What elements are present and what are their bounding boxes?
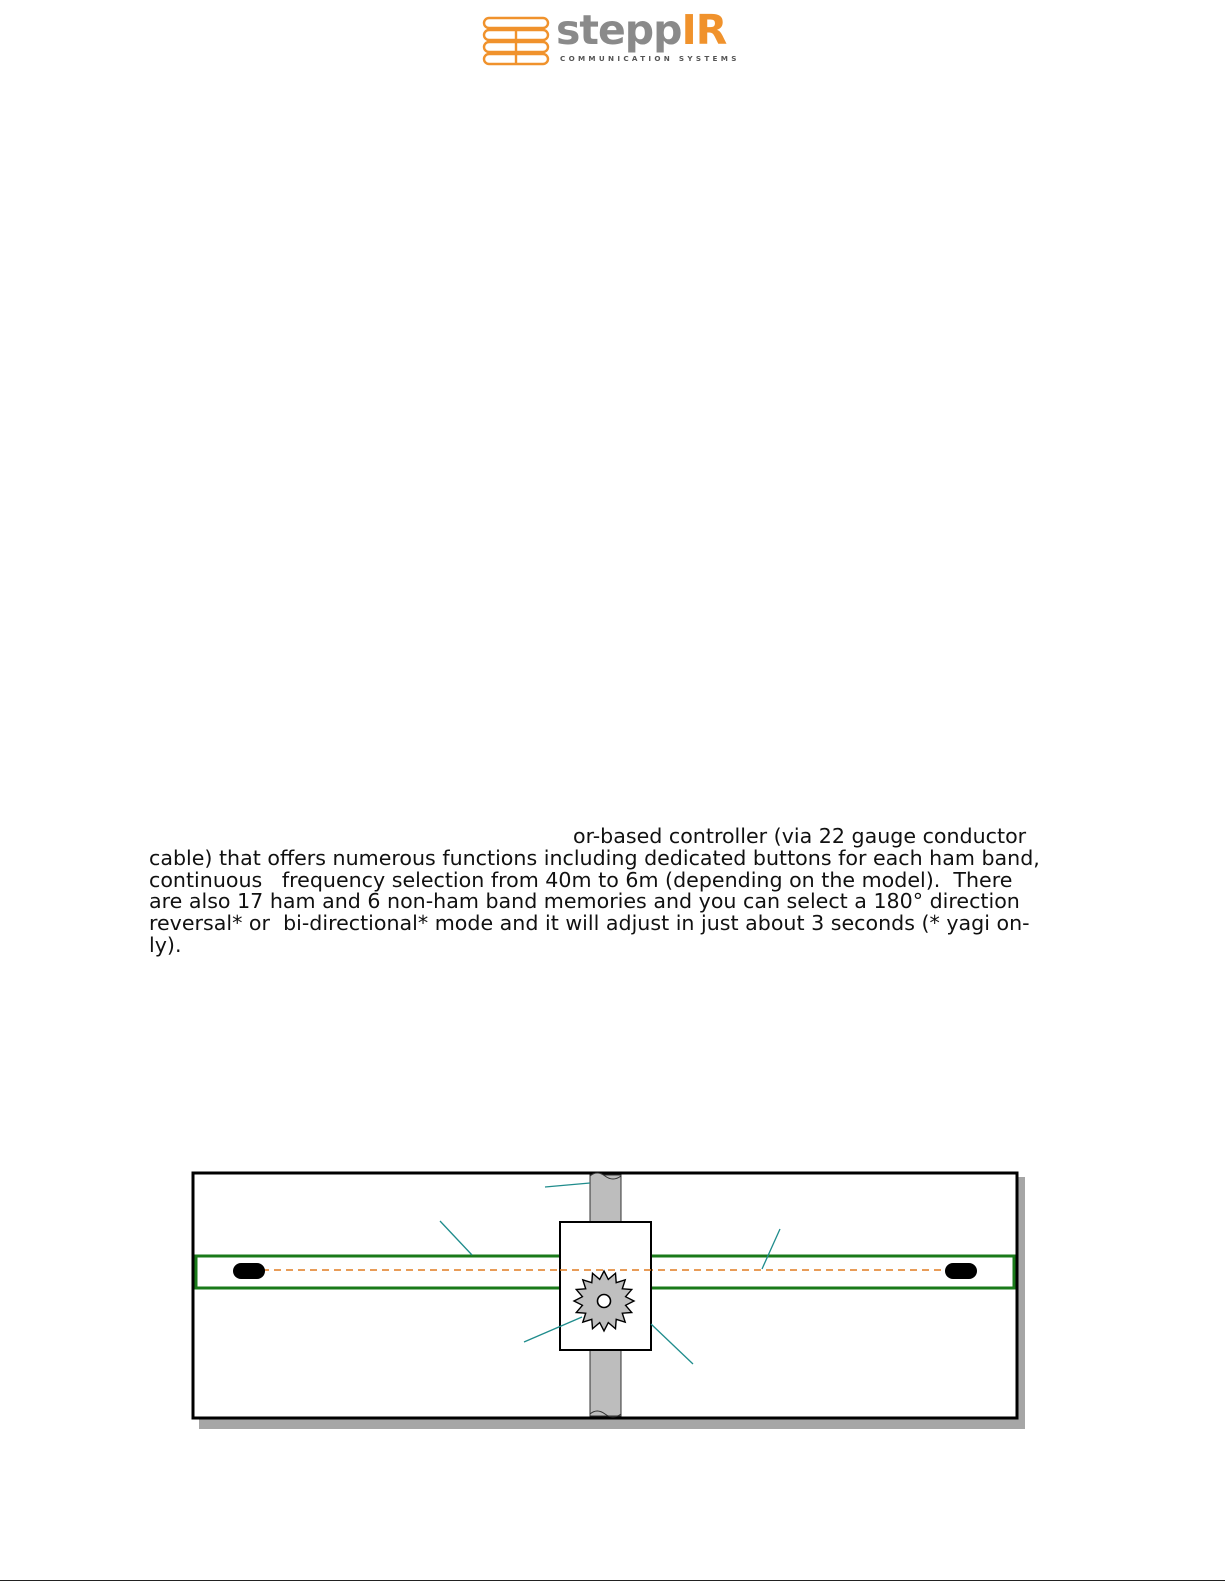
drive-sprocket-icon — [574, 1271, 634, 1331]
sprocket-hub — [598, 1295, 611, 1308]
element-end-slot-right — [945, 1263, 977, 1279]
logo-wordmark — [556, 6, 727, 54]
paragraph-line: cable) that offers numerous functions including dedicated buttons for each ham band, — [149, 845, 1040, 870]
logo-word-gray: stepp — [556, 6, 682, 54]
logo-mark-icon — [482, 16, 550, 66]
steppir-logo — [482, 6, 740, 68]
paragraph-line: reversal* or bi-directional* mode and it will adjust in just about 3 seconds (* yagi on- — [149, 911, 1030, 936]
element-end-slot-left — [233, 1263, 265, 1279]
paragraph-line: are also 17 ham and 6 non-ham band memories and you can select a 180° direction — [149, 889, 1020, 914]
controller-description — [149, 826, 1079, 957]
paragraph-line: ly). — [149, 932, 182, 957]
paragraph-line: or-based controller (via 22 gauge conductor — [573, 824, 1027, 848]
paragraph-line: continuous frequency selection from 40m to 6m (depending on the model). There — [149, 867, 1013, 892]
antenna-element-diagram — [190, 1168, 1035, 1434]
logo-tagline: COMMUNICATION SYSTEMS — [560, 54, 740, 63]
footer-rule — [0, 1580, 1225, 1581]
logo-word-orange: IR — [681, 6, 727, 54]
